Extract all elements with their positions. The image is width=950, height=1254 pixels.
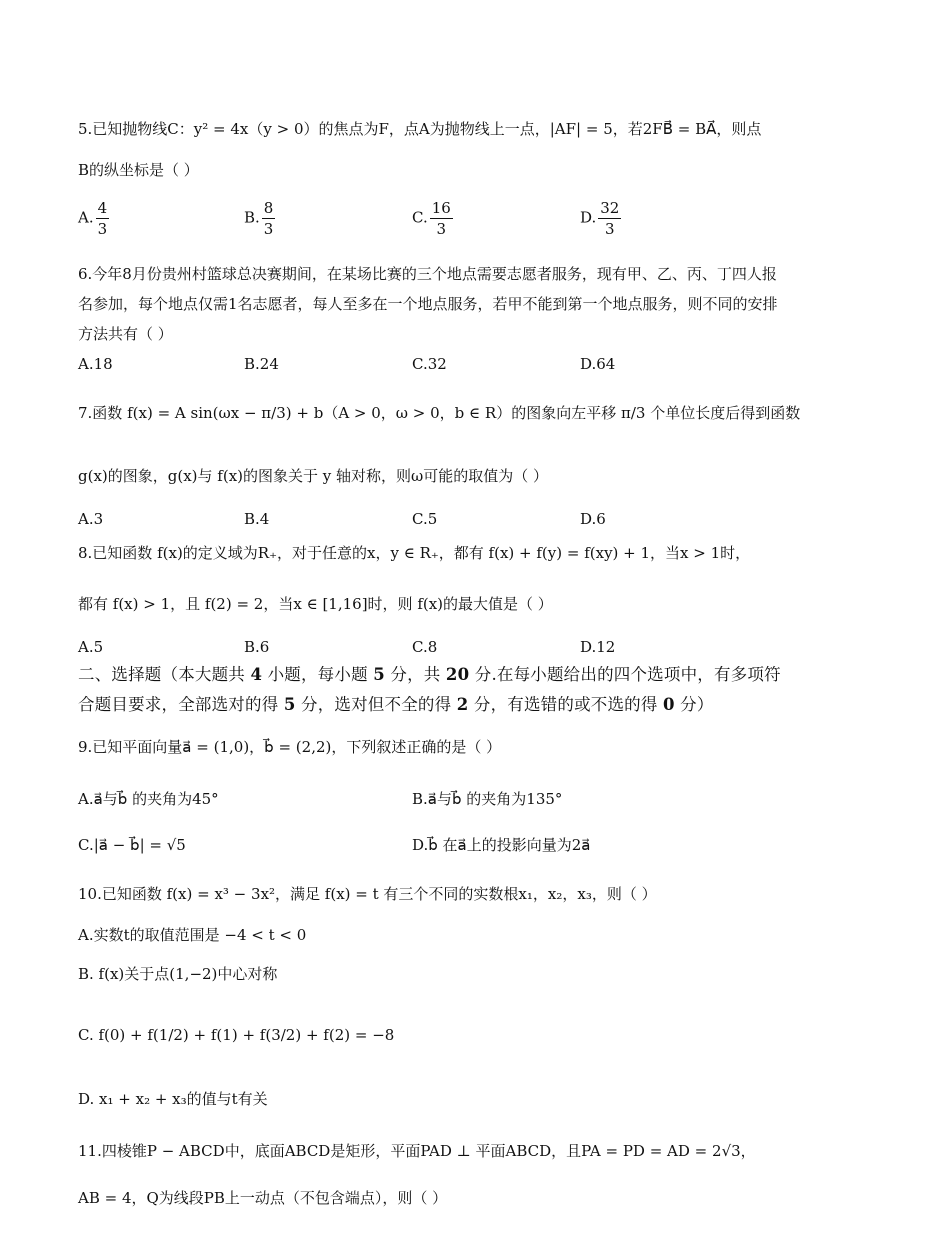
q8-option-d[interactable]: D.12: [580, 638, 616, 656]
q8-option-a[interactable]: A.5: [78, 638, 104, 656]
q7-options: [78, 508, 878, 538]
q11-stem-line2: AB = 4，Q为线段PB上一动点（不包含端点），则（ ）: [78, 1189, 448, 1207]
denominator: 3: [436, 220, 447, 238]
q8-options: [78, 636, 878, 666]
q6-option-b[interactable]: B.24: [244, 355, 279, 373]
q7-option-c[interactable]: C.5: [412, 510, 438, 528]
q5-options: [78, 198, 878, 238]
q9-option-c[interactable]: C.|a⃗ − b⃗| = √5: [78, 836, 186, 854]
q8-stem-line1: 8.已知函数 f(x)的定义域为R₊，对于任意的x，y ∈ R₊，都有 f(x) + f(y) = f(xy) + 1，当x > 1时，: [78, 544, 751, 562]
q6-stem-line3: 方法共有（ ）: [78, 325, 173, 343]
q10-option-d[interactable]: D. x₁ + x₂ + x₃的值与t有关: [78, 1090, 268, 1108]
q10-option-c[interactable]: C. f(0) + f(1/2) + f(1) + f(3/2) + f(2) = −8: [78, 1026, 395, 1044]
option-label: D.: [580, 208, 597, 227]
option-label: B.: [244, 208, 260, 227]
q5-option-a[interactable]: [78, 198, 109, 239]
q6-option-d[interactable]: D.64: [580, 355, 616, 373]
q7-option-d[interactable]: D.6: [580, 510, 606, 528]
q5-stem-line1: 5.已知抛物线C：y² = 4x（y > 0）的焦点为F，点A为抛物线上一点，|AF| = 5，若2FB⃗ = BA⃗，则点: [78, 120, 762, 138]
q9-option-a[interactable]: A.a⃗与b⃗ 的夹角为45°: [78, 790, 219, 808]
q7-stem-line1: 7.函数 f(x) = A sin(ωx − π/3) + b（A > 0，ω > 0，b ∈ R）的图象向左平移 π/3 个单位长度后得到函数: [78, 404, 801, 422]
q5-option-c[interactable]: [412, 198, 453, 239]
denominator: 3: [263, 220, 274, 238]
fraction: [430, 198, 453, 239]
section-2-header-line1: 二、选择题（本大题共 4 小题，每小题 5 分，共 20 分.在每小题给出的四个选项中，有多项符: [78, 665, 781, 684]
q7-option-a[interactable]: A.3: [78, 510, 104, 528]
q9-option-d[interactable]: D.b⃗ 在a⃗上的投影向量为2a⃗: [412, 836, 591, 854]
q6-stem-line1: 6.今年8月份贵州村篮球总决赛期间，在某场比赛的三个地点需要志愿者服务，现有甲、乙、丙、丁四人报: [78, 265, 777, 283]
fraction: [96, 198, 110, 239]
numerator: 16: [431, 199, 451, 217]
q8-stem-line2: 都有 f(x) > 1，且 f(2) = 2，当x ∈ [1,16]时，则 f(x)的最大值是（ ）: [78, 595, 553, 613]
fraction: [262, 198, 276, 239]
q9-stem: 9.已知平面向量a⃗ = (1,0)，b⃗ = (2,2)，下列叙述正确的是（ ）: [78, 738, 502, 756]
denominator: 3: [97, 220, 108, 238]
q5-stem-line2: B的纵坐标是（ ）: [78, 161, 199, 179]
q6-option-c[interactable]: C.32: [412, 355, 447, 373]
q9-option-b[interactable]: B.a⃗与b⃗ 的夹角为135°: [412, 790, 563, 808]
numerator: 8: [263, 199, 274, 217]
fraction: [598, 198, 621, 239]
q6-options: [78, 353, 878, 383]
q8-option-c[interactable]: C.8: [412, 638, 438, 656]
q8-option-b[interactable]: B.6: [244, 638, 270, 656]
q5-option-b[interactable]: [244, 198, 275, 239]
q10-option-b[interactable]: B. f(x)关于点(1,−2)中心对称: [78, 965, 278, 983]
q6-stem-line2: 名参加，每个地点仅需1名志愿者，每人至多在一个地点服务，若甲不能到第一个地点服务，则不同的安排: [78, 295, 778, 313]
q5-option-d[interactable]: [580, 198, 621, 239]
denominator: 3: [605, 220, 615, 238]
q10-stem: 10.已知函数 f(x) = x³ − 3x²，满足 f(x) = t 有三个不同的实数根x₁，x₂，x₃，则（ ）: [78, 885, 657, 903]
numerator: 32: [600, 199, 620, 217]
q7-stem-line2: g(x)的图象，g(x)与 f(x)的图象关于 y 轴对称，则ω可能的取值为（ ）: [78, 467, 549, 485]
option-label: C.: [412, 208, 428, 227]
q11-stem-line1: 11.四棱锥P − ABCD中，底面ABCD是矩形，平面PAD ⊥ 平面ABCD，且PA = PD = AD = 2√3，: [78, 1142, 756, 1160]
q7-option-b[interactable]: B.4: [244, 510, 270, 528]
numerator: 4: [97, 199, 108, 217]
option-label: A.: [78, 208, 94, 227]
q10-option-a[interactable]: A.实数t的取值范围是 −4 < t < 0: [78, 926, 307, 944]
section-2-header-line2: 合题目要求，全部选对的得 5 分，选对但不全的得 2 分，有选错的或不选的得 0 分）: [78, 695, 714, 714]
q6-option-a[interactable]: A.18: [78, 355, 113, 373]
